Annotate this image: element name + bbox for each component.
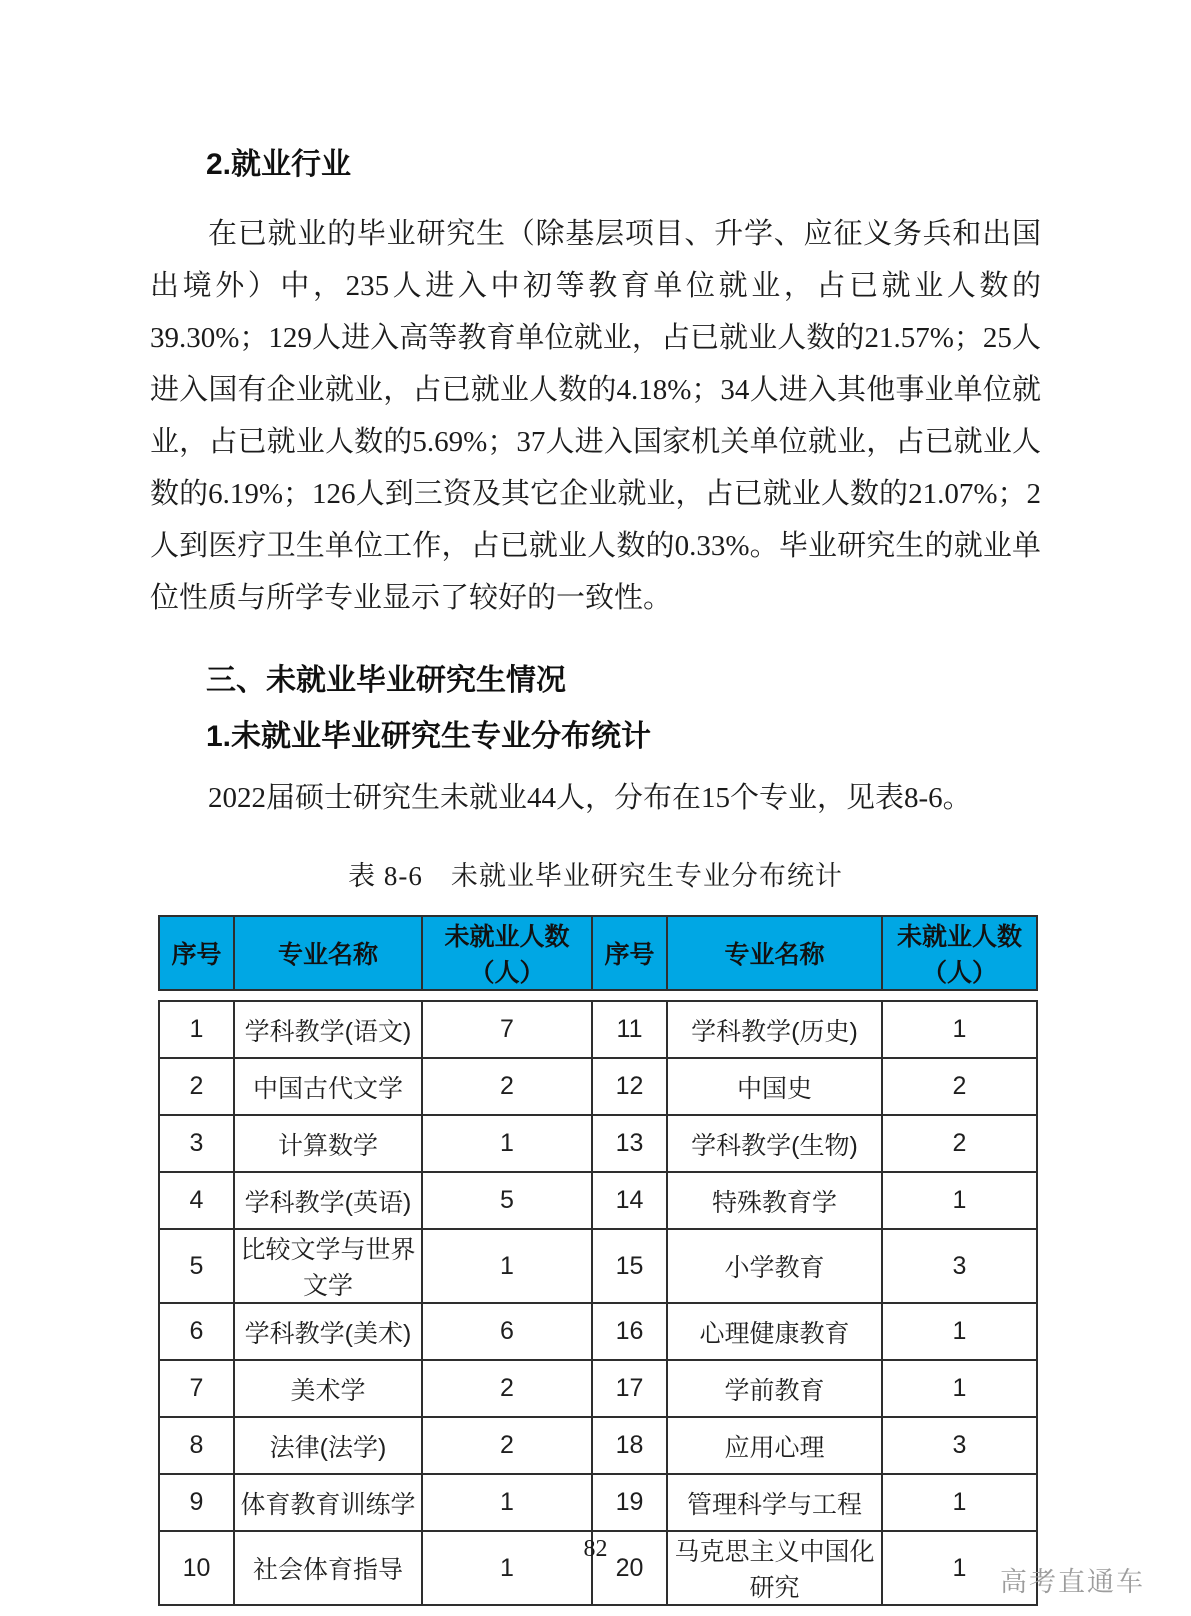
index-cell: 17 <box>591 1359 666 1416</box>
header-gap-row <box>158 991 1038 1000</box>
index-cell: 18 <box>591 1416 666 1473</box>
employment-industry-paragraph: 在已就业的毕业研究生（除基层项目、升学、应征义务兵和出国出境外）中，235人进入中初等教育单位就业，占已就业人数的39.30%；129人进入高等教育单位就业，占已就业人数的21.57%；25人进入国有企业就业，占已就业人数的4.18%；34人进入其他事业单位就业，占已就业人数的5.69%；37人进入国家机关单位就业，占已就业人数的6.19%；126人到三资及其它企业就业，占已就业人数的21.07%；2人到医疗卫生单位工作，占已就业人数的0.33%。毕业研究生的就业单位性质与所学专业显示了较好的一致性。 <box>150 218 1041 614</box>
index-cell: 4 <box>158 1171 233 1228</box>
header-cell-count-left: 未就业人数（人） <box>421 915 591 991</box>
index-cell: 20 <box>591 1530 666 1606</box>
count-cell: 1 <box>421 1228 591 1302</box>
distribution-intro-paragraph: 2022届硕士研究生未就业44人，分布在15个专业，见表8-6。 <box>208 782 972 814</box>
count-cell: 3 <box>881 1416 1038 1473</box>
index-cell: 15 <box>591 1228 666 1302</box>
index-cell: 8 <box>158 1416 233 1473</box>
count-cell: 7 <box>421 1000 591 1057</box>
count-cell: 1 <box>881 1302 1038 1359</box>
count-cell: 2 <box>421 1057 591 1114</box>
major-name-cell: 法律(法学) <box>233 1416 421 1473</box>
header-cell-major-left: 专业名称 <box>233 915 421 991</box>
header-cell-major-right: 专业名称 <box>666 915 881 991</box>
major-name-cell: 马克思主义中国化研究 <box>666 1530 881 1606</box>
index-cell: 16 <box>591 1302 666 1359</box>
major-name-cell: 比较文学与世界文学 <box>233 1228 421 1302</box>
major-name-cell: 学科教学(语文) <box>233 1000 421 1057</box>
major-name-cell: 小学教育 <box>666 1228 881 1302</box>
index-cell: 1 <box>158 1000 233 1057</box>
count-cell: 2 <box>421 1359 591 1416</box>
watermark: 高考直通车 <box>1000 1567 1145 1597</box>
table-row <box>158 1473 1038 1530</box>
count-cell: 2 <box>881 1114 1038 1171</box>
count-cell: 2 <box>881 1057 1038 1114</box>
index-cell: 12 <box>591 1057 666 1114</box>
table-row <box>158 1359 1038 1416</box>
page-number: 82 <box>583 1536 608 1562</box>
header-cell-index-right: 序号 <box>591 915 666 991</box>
count-cell: 1 <box>881 1000 1038 1057</box>
index-cell: 5 <box>158 1228 233 1302</box>
major-name-cell: 中国古代文学 <box>233 1057 421 1114</box>
count-cell: 1 <box>881 1359 1038 1416</box>
table-row <box>158 1228 1038 1302</box>
index-cell: 11 <box>591 1000 666 1057</box>
count-cell: 6 <box>421 1302 591 1359</box>
index-cell: 6 <box>158 1302 233 1359</box>
count-cell: 1 <box>421 1114 591 1171</box>
index-cell: 3 <box>158 1114 233 1171</box>
major-name-cell: 社会体育指导 <box>233 1530 421 1606</box>
index-cell: 19 <box>591 1473 666 1530</box>
unemployed-major-distribution-table <box>158 915 1038 1606</box>
index-cell: 2 <box>158 1057 233 1114</box>
table-row <box>158 1302 1038 1359</box>
count-cell: 5 <box>421 1171 591 1228</box>
index-cell: 10 <box>158 1530 233 1606</box>
major-name-cell: 心理健康教育 <box>666 1302 881 1359</box>
major-name-cell: 美术学 <box>233 1359 421 1416</box>
major-name-cell: 学科教学(生物) <box>666 1114 881 1171</box>
major-name-cell: 学科教学(美术) <box>233 1302 421 1359</box>
count-cell: 1 <box>881 1530 1038 1606</box>
count-cell: 2 <box>421 1416 591 1473</box>
table-row <box>158 1057 1038 1114</box>
table-header-row <box>158 915 1038 991</box>
heading-employment-industry: 2.就业行业 <box>206 148 352 181</box>
table-row <box>158 1114 1038 1171</box>
count-cell: 1 <box>881 1171 1038 1228</box>
major-name-cell: 应用心理 <box>666 1416 881 1473</box>
major-name-cell: 学前教育 <box>666 1359 881 1416</box>
subheading-major-distribution: 1.未就业毕业研究生专业分布统计 <box>206 720 652 753</box>
index-cell: 7 <box>158 1359 233 1416</box>
major-name-cell: 学科教学(历史) <box>666 1000 881 1057</box>
header-gap-cell <box>158 991 1038 1000</box>
major-name-cell: 管理科学与工程 <box>666 1473 881 1530</box>
major-name-cell: 体育教育训练学 <box>233 1473 421 1530</box>
heading-unemployed-graduates: 三、未就业毕业研究生情况 <box>206 664 566 697</box>
count-cell: 3 <box>881 1228 1038 1302</box>
count-cell: 1 <box>421 1473 591 1530</box>
major-name-cell: 计算数学 <box>233 1114 421 1171</box>
count-cell: 1 <box>881 1473 1038 1530</box>
major-name-cell: 特殊教育学 <box>666 1171 881 1228</box>
table-caption: 表 8-6 未就业毕业研究生专业分布统计 <box>348 861 843 891</box>
table-row <box>158 1416 1038 1473</box>
index-cell: 13 <box>591 1114 666 1171</box>
table-row <box>158 1000 1038 1057</box>
index-cell: 9 <box>158 1473 233 1530</box>
count-cell: 1 <box>421 1530 591 1606</box>
header-cell-count-right: 未就业人数（人） <box>881 915 1038 991</box>
header-cell-index-left: 序号 <box>158 915 233 991</box>
table-row <box>158 1171 1038 1228</box>
index-cell: 14 <box>591 1171 666 1228</box>
major-name-cell: 学科教学(英语) <box>233 1171 421 1228</box>
major-name-cell: 中国史 <box>666 1057 881 1114</box>
table-body <box>158 1000 1038 1606</box>
